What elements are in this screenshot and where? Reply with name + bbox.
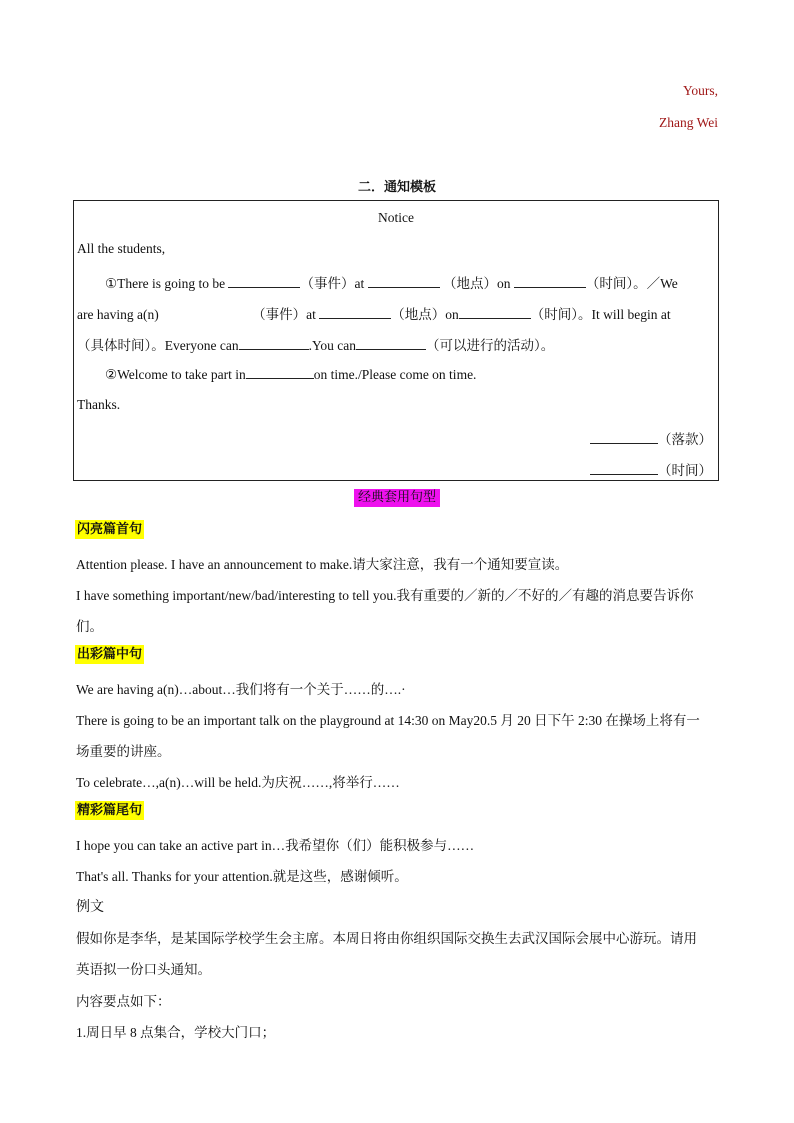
banner-text: 经典套用句型 (357, 490, 436, 505)
line2-text-b: （事件）at (252, 307, 320, 322)
line2-text-d: （时间）。It will begin at (530, 307, 671, 322)
line4-text-b: on time./Please come on time. (313, 367, 477, 382)
section-title: 二．通知模板 (357, 180, 436, 195)
opening-line-3: 们。 (76, 619, 103, 634)
middle-line-4: To celebrate…,a(n)…will be held.为庆祝……,将举行…… (76, 775, 400, 790)
example-heading: 例文 (76, 900, 104, 915)
notice-date (590, 459, 712, 479)
line2-text-c: （地点）on (391, 307, 459, 322)
ending-line-2: That's all. Thanks for your attention.就是这些，感谢倾听。 (76, 869, 408, 884)
ending-heading: 精彩篇尾句 (77, 803, 143, 818)
event-blank (228, 275, 300, 288)
example-prompt-2: 英语拟一份口头通知。 (76, 962, 211, 977)
event-blank-3 (246, 366, 314, 379)
notice-line-4 (105, 366, 476, 383)
line3-text-c: （可以进行的活动）。 (425, 338, 555, 353)
date-label: （时间） (658, 463, 712, 478)
line3-text-b: .You can (308, 338, 356, 353)
example-points-heading: 内容要点如下： (76, 994, 171, 1009)
notice-line-2 (77, 303, 671, 323)
ending-line-1: I hope you can take an active part in…我希望你（们）能积极参与…… (76, 838, 475, 853)
time-blank (514, 275, 586, 288)
place-blank (368, 275, 440, 288)
signature-label: （落款） (658, 432, 712, 447)
line4-text-a: ②Welcome to take part in (105, 367, 246, 382)
closing-name: Zhang Wei (658, 115, 718, 130)
signature-blank (590, 431, 658, 444)
place-blank-2 (319, 306, 391, 319)
notice-title: Notice (378, 210, 414, 225)
closing-yours: Yours, (682, 83, 718, 98)
example-point-1: 1.周日早 8 点集合，学校大门口； (76, 1025, 276, 1040)
classic-sentences-banner (354, 489, 440, 507)
notice-greeting: All the students, (77, 241, 166, 256)
middle-line-3: 场重要的讲座。 (76, 744, 171, 759)
line3-text-a: （具体时间）。Everyone can (77, 338, 239, 353)
notice-line-1 (105, 272, 678, 292)
line1-text-d: （时间）。／We (585, 276, 678, 291)
line1-text-b: （事件）at (300, 276, 368, 291)
time-blank-2 (459, 306, 531, 319)
notice-thanks: Thanks. (77, 397, 121, 412)
activity-blank-2 (356, 337, 426, 350)
example-prompt-1: 假如你是李华，是某国际学校学生会主席。本周日将由你组织国际交换生去武汉国际会展中心游玩。请用 (76, 931, 697, 946)
date-blank (590, 462, 658, 475)
middle-line-1: We are having a(n)…about…我们将有一个关于……的….· (76, 682, 406, 697)
notice-line-3 (77, 334, 554, 354)
line1-text-a: ①There is going to be (105, 276, 229, 291)
activity-blank-1 (239, 337, 309, 350)
opening-heading: 闪亮篇首句 (77, 522, 143, 537)
line1-text-c: （地点）on (439, 276, 514, 291)
opening-line-1: Attention please. I have an announcement to make.请大家注意，我有一个通知要宣读。 (76, 557, 569, 572)
line2-text-a: are having a(n) (77, 307, 163, 322)
middle-heading: 出彩篇中句 (77, 647, 143, 662)
notice-template-box (73, 200, 719, 481)
middle-line-2: There is going to be an important talk on the playground at 14:30 on May20.5 月 20 日下午 2:30 在操场上将有一 (76, 713, 700, 728)
notice-signature (590, 428, 712, 448)
opening-line-2: I have something important/new/bad/interesting to tell you.我有重要的／新的／不好的／有趣的消息要告诉你 (76, 588, 694, 603)
